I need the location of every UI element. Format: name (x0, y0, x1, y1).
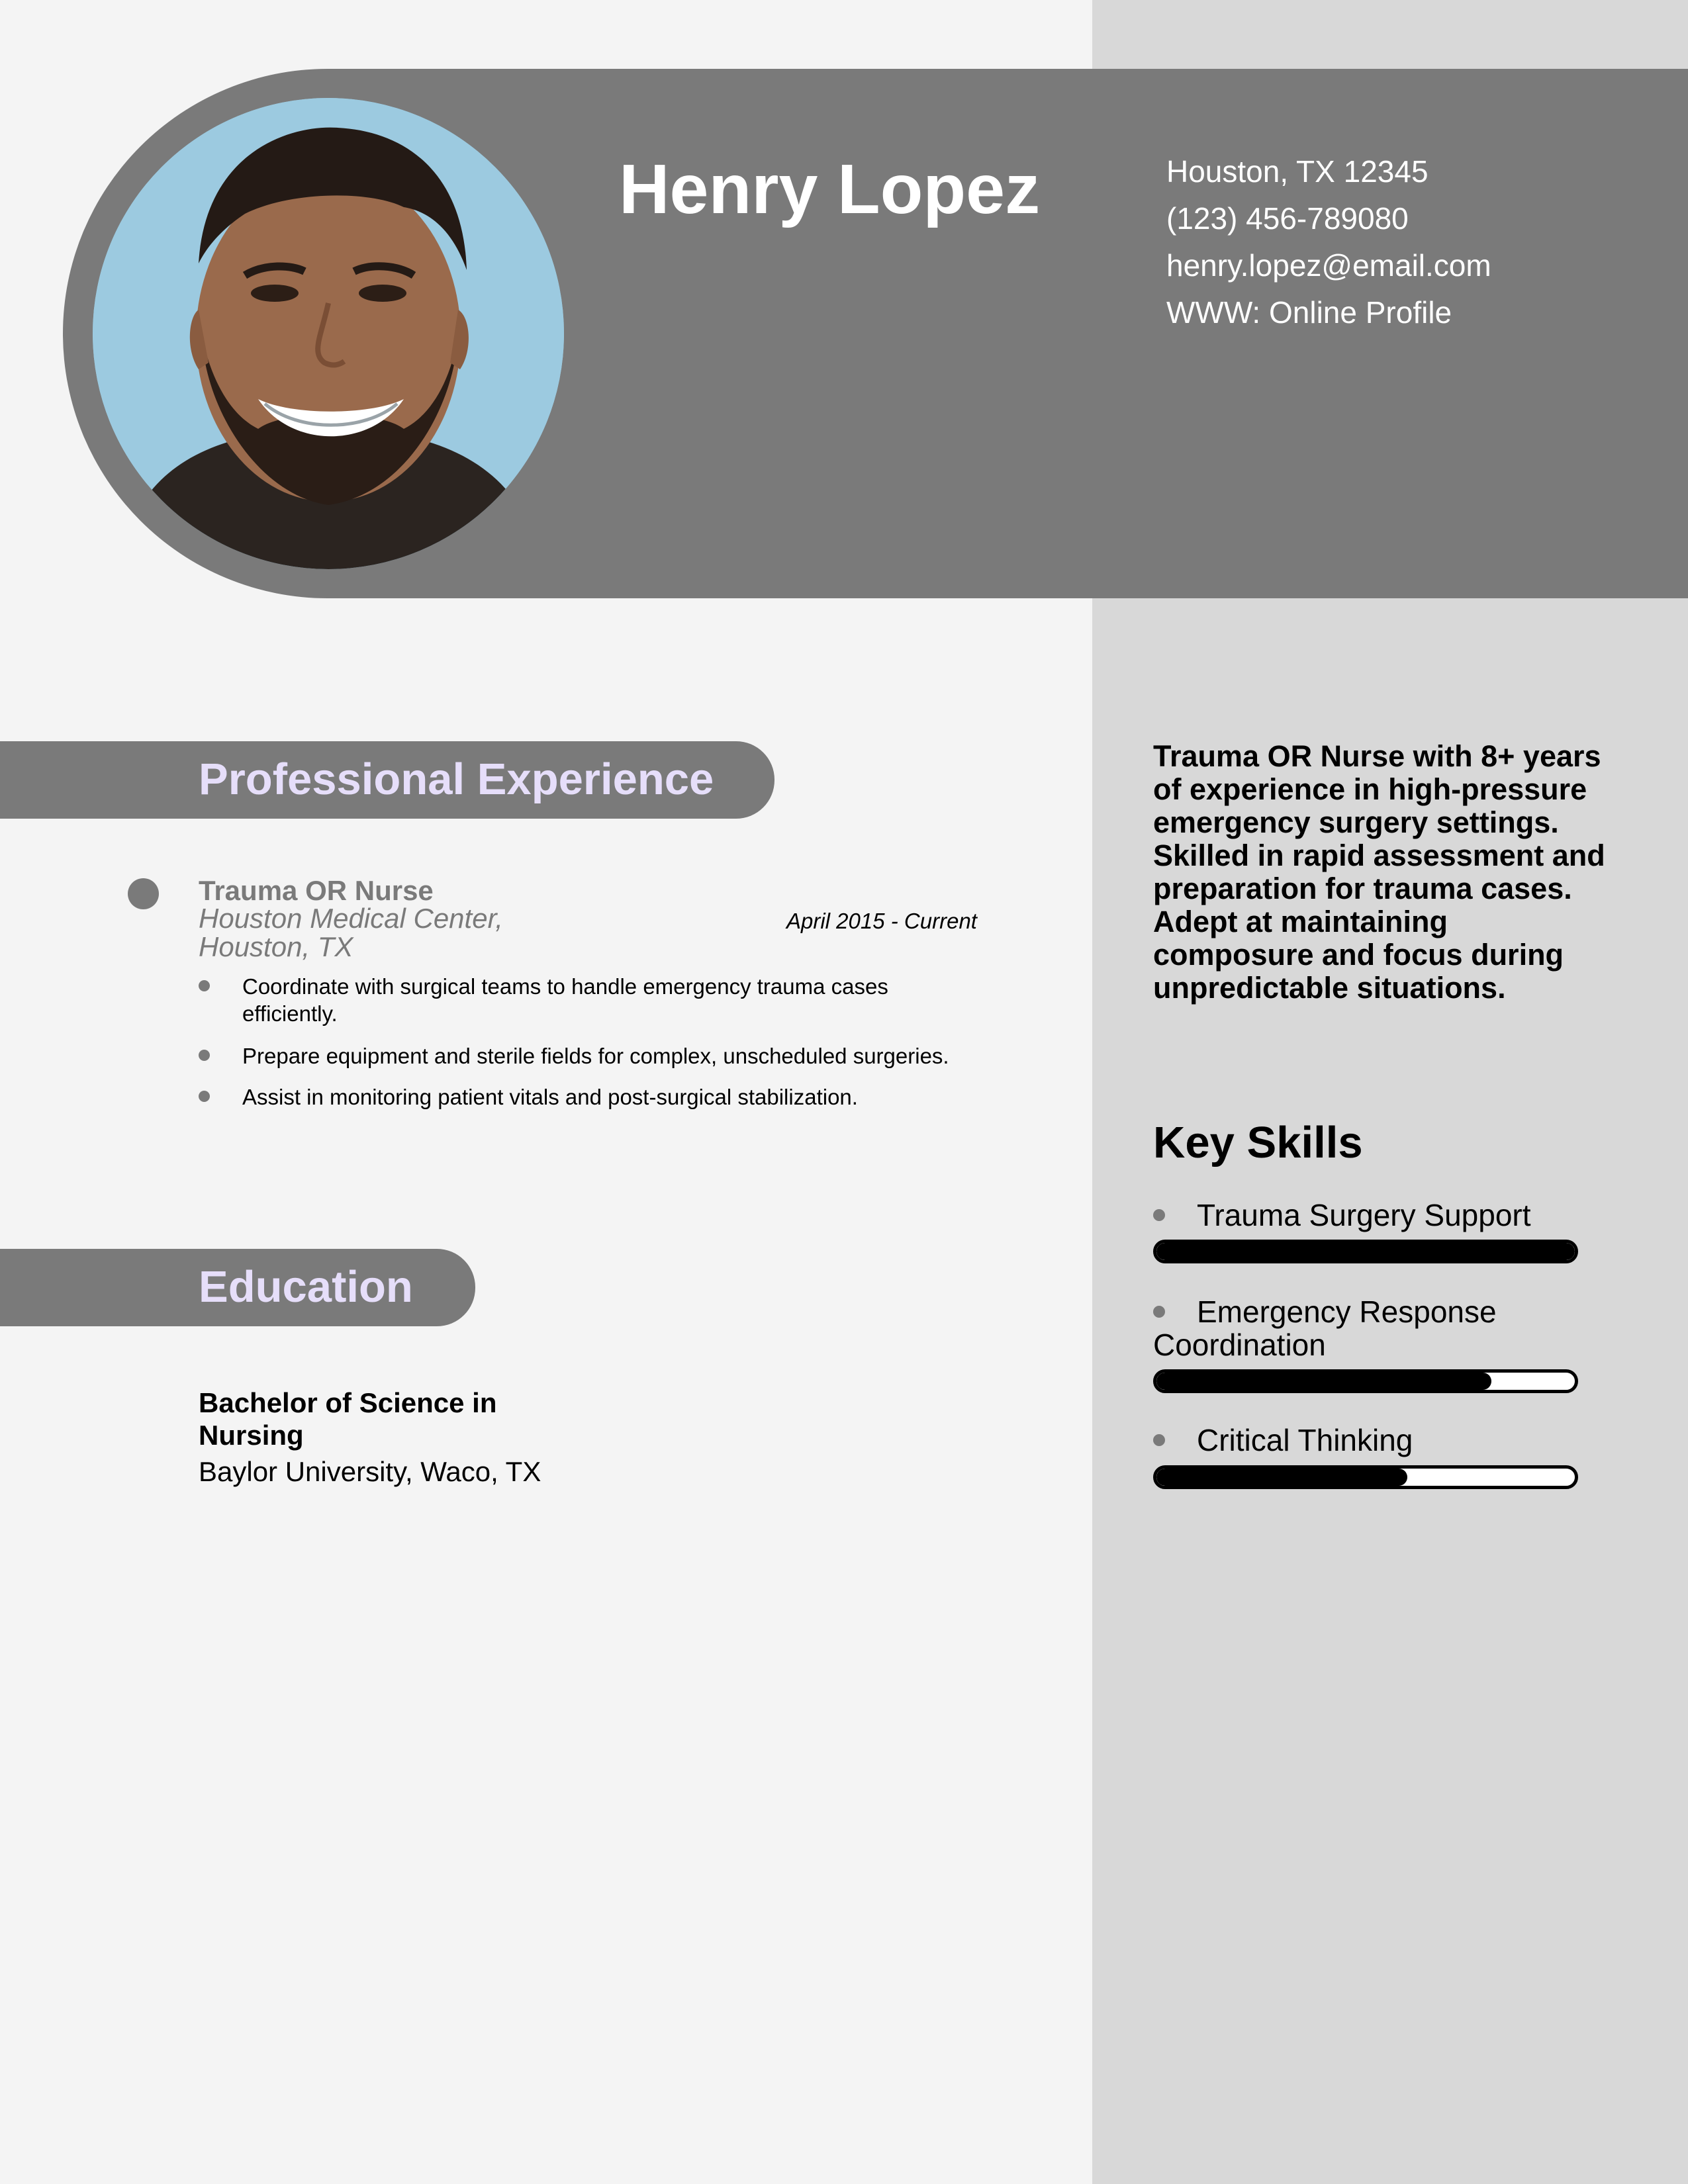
skill-bar (1153, 1465, 1578, 1489)
contact-email[interactable]: henry.lopez@email.com (1166, 248, 1491, 283)
skill-bar-fill (1156, 1373, 1491, 1390)
contact-phone: (123) 456-789080 (1166, 201, 1409, 236)
experience-heading: Professional Experience (199, 754, 714, 804)
timeline-dot (128, 878, 159, 909)
skill-bar (1153, 1240, 1578, 1263)
contact-address: Houston, TX 12345 (1166, 154, 1429, 189)
skill-label: Critical Thinking (1197, 1423, 1413, 1457)
degree: Bachelor of Science in Nursing (199, 1387, 497, 1451)
candidate-name: Henry Lopez (619, 150, 1041, 228)
contact-website[interactable]: WWW: Online Profile (1166, 295, 1452, 330)
education-heading: Education (199, 1262, 413, 1312)
skill-bar (1153, 1369, 1578, 1393)
skill-bar-fill (1156, 1243, 1575, 1260)
job-bullet: Prepare equipment and sterile fields for complex, unscheduled surgeries. (242, 1044, 949, 1068)
bullet-dot (199, 1050, 210, 1061)
experience-heading-bar (0, 741, 774, 819)
bullet-dot (199, 1091, 210, 1102)
job-location: Houston, TX (199, 931, 353, 962)
bullet-dot (199, 980, 210, 991)
job-company-location (199, 904, 503, 961)
skill-bar-fill (1156, 1469, 1407, 1486)
profile-photo (93, 98, 564, 569)
skill-label: Emergency Response Coordination (1153, 1295, 1497, 1362)
job-company: Houston Medical Center, (199, 903, 503, 934)
job-bullet: Coordinate with surgical teams to handle emergency trauma cases efficiently. (242, 974, 888, 1026)
job-dates: April 2015 - Current (786, 909, 977, 933)
skills-heading: Key Skills (1153, 1118, 1363, 1167)
education-heading-bar (0, 1249, 475, 1326)
contact-info (1166, 148, 1491, 336)
school: Baylor University, Waco, TX (199, 1456, 541, 1487)
job-title: Trauma OR Nurse (199, 875, 434, 906)
profile-summary: Trauma OR Nurse with 8+ years of experience in high-pressure emergency surgery settings. Skilled in rapid assessment and preparation for trauma cases. Adept at maintaining composure and focus during unpredictable situations. (1153, 739, 1605, 1005)
skill-label: Trauma Surgery Support (1197, 1198, 1531, 1232)
job-bullet: Assist in monitoring patient vitals and post-surgical stabilization. (242, 1085, 858, 1109)
